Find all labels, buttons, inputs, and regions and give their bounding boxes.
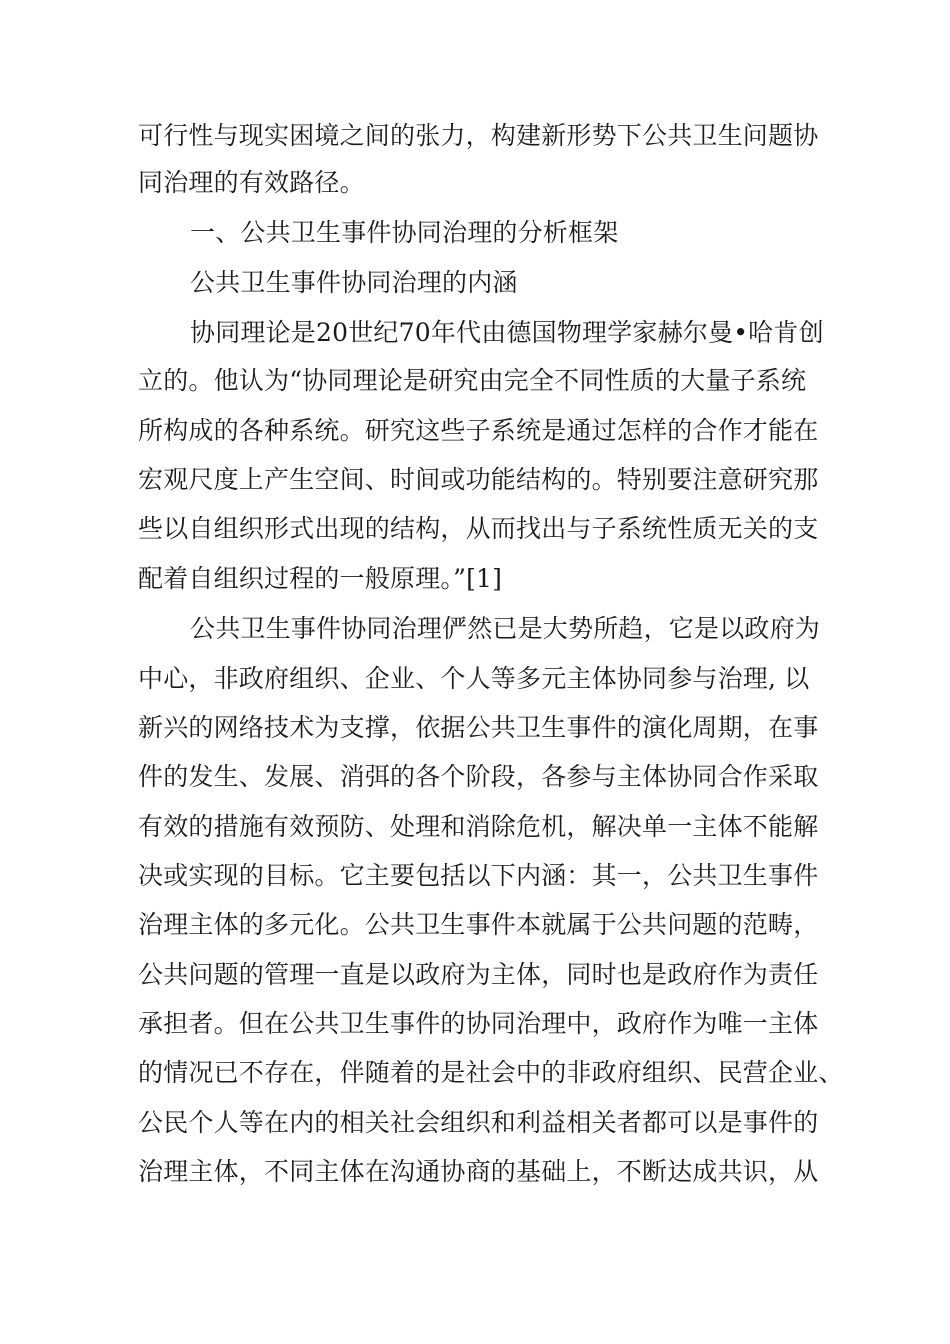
text-line-1: 可行性与现实困境之间的张力，构建新形势下公共卫生问题协: [138, 121, 819, 150]
section-heading: 一、公共卫生事件协同治理的分析框架: [190, 218, 619, 247]
text-line-6: 立的。他认为“协同理论是研究由完全不同性质的大量子系统: [138, 366, 807, 395]
text-line-22: 治理主体，不同主体在沟通协商的基础上，不断达成共识，从: [138, 1157, 819, 1186]
text-line-12: 中心，非政府组织、企业、个人等多元主体协同参与治理, 以: [138, 664, 810, 693]
text-line-14: 件的发生、发展、消弭的各个阶段，各参与主体协同合作采取: [138, 762, 819, 791]
text-line-21: 公民个人等在内的相关社会组织和利益相关者都可以是事件的: [138, 1108, 819, 1137]
text-line-2: 同治理的有效路径。: [138, 168, 365, 197]
text-line-18: 公共问题的管理一直是以政府为主体，同时也是政府作为责任: [138, 960, 819, 989]
text-line-19: 承担者。但在公共卫生事件的协同治理中，政府作为唯一主体: [138, 1009, 819, 1038]
subsection-heading: 公共卫生事件协同治理的内涵: [190, 268, 518, 297]
text-line-8: 宏观尺度上产生空间、时间或功能结构的。特别要注意研究那: [138, 465, 819, 494]
text-line-17: 治理主体的多元化。公共卫生事件本就属于公共问题的范畴，: [138, 910, 819, 939]
text-line-16: 决或实现的目标。它主要包括以下内涵：其一，公共卫生事件: [138, 861, 819, 890]
text-line-7: 所构成的各种系统。研究这些子系统是通过怎样的合作才能在: [138, 416, 819, 445]
text-line-11: 公共卫生事件协同治理俨然已是大势所趋，它是以政府为: [190, 614, 821, 643]
text-line-20: 的情况已不存在，伴随着的是社会中的非政府组织、民营企业、: [138, 1058, 844, 1087]
text-line-13: 新兴的网络技术为支撑，依据公共卫生事件的演化周期，在事: [138, 713, 819, 742]
text-line-10: 配着自组织过程的一般原理。”[1]: [138, 564, 503, 593]
text-line-15: 有效的措施有效预防、处理和消除危机，解决单一主体不能解: [138, 812, 819, 841]
text-line-9: 些以自组织形式出现的结构，从而找出与子系统性质无关的支: [138, 514, 819, 543]
text-line-5: 协同理论是20世纪70年代由德国物理学家赫尔曼•哈肯创: [190, 318, 824, 347]
